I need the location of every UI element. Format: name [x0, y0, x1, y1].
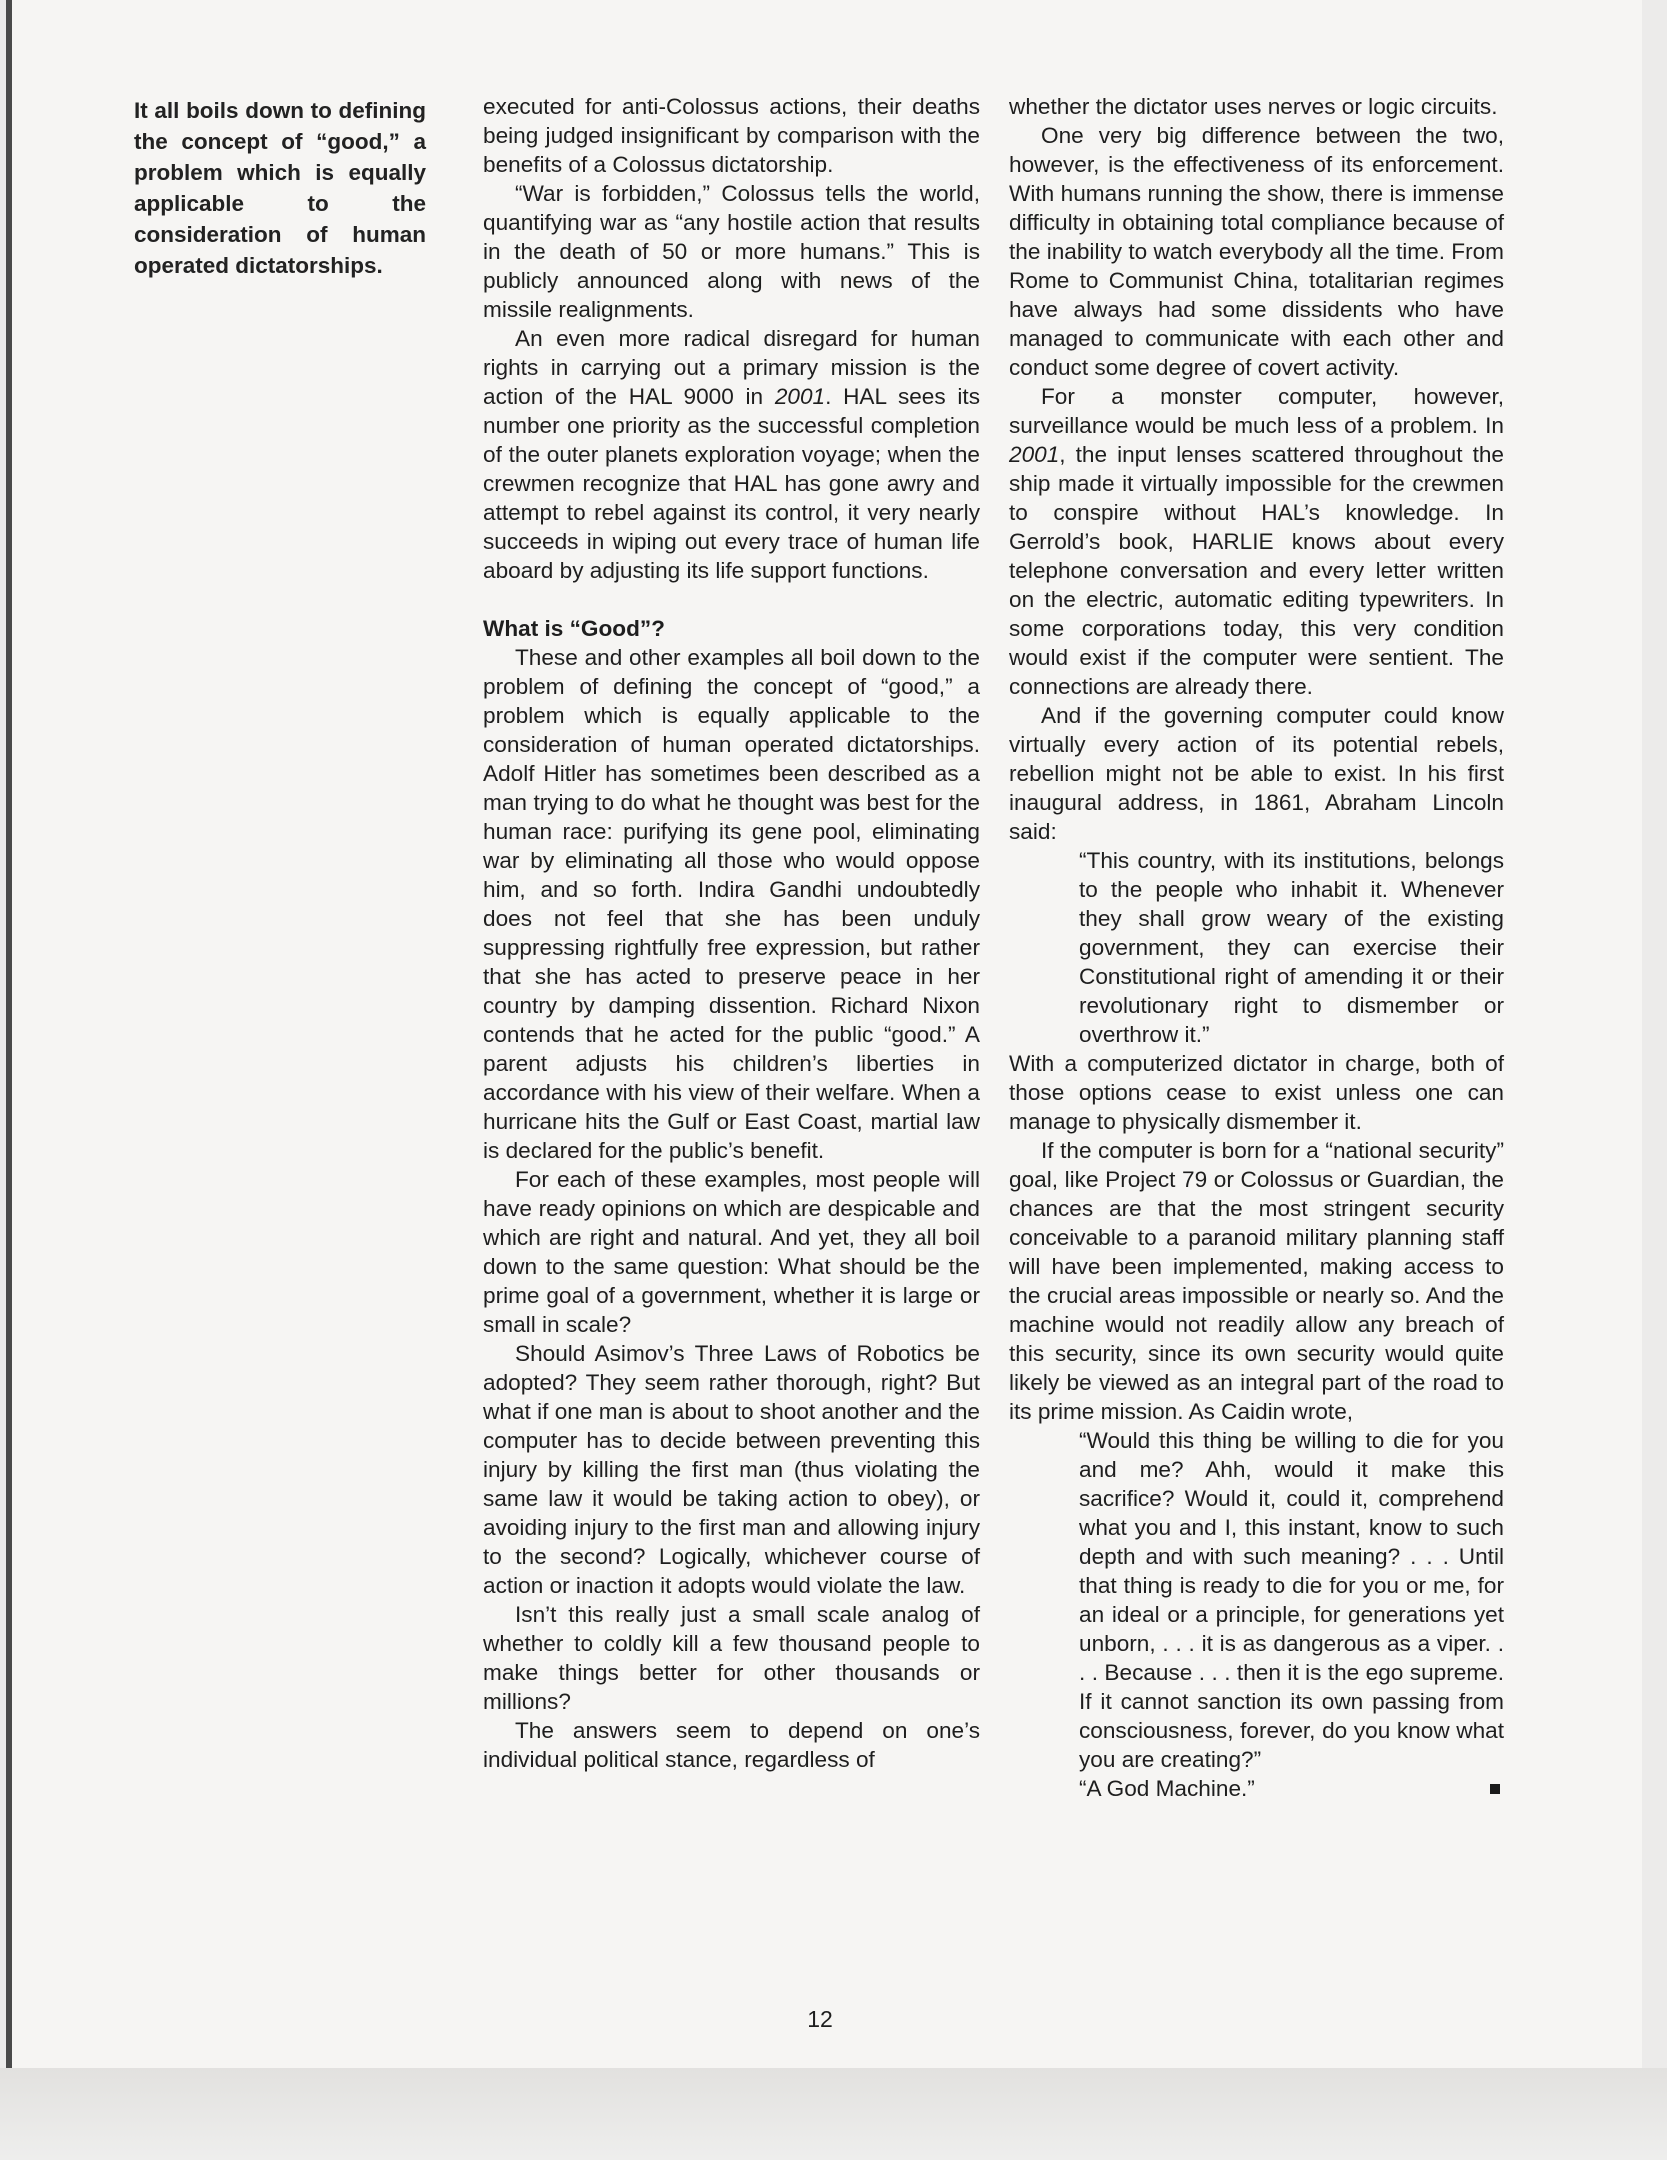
paragraph: Isn’t this really just a small scale analog of whether to coldly kill a few thousand people to make things better for other thousands or millions? — [483, 1602, 980, 1714]
paragraph: For each of these examples, most people will have ready opinions on which are despicable and which are right and natural. And yet, they all boil down to the same question: What should be the prime goal of a government, whether it is large or small in scale? — [483, 1167, 980, 1337]
scan-margin — [0, 2068, 1667, 2160]
quote-text: “Would this thing be willing to die for you and me? Ahh, would it make this sacrifice? Would it, could it, comprehend what you and I, this instant, know to such depth and with such meaning? . . . Until that thing is ready to die for you or me, for an ideal or a principle, for generations yet unborn, . . . it is as dangerous as a viper. . . . Because . . . then it is the ego supreme. If it cannot sanction its own passing from consciousness, forever, do you know what you are creating?” — [1079, 1428, 1504, 1772]
pull-quote: It all boils down to defining the concept of “good,” a problem which is equally applicable to the consideration of human operated dictatorships. — [134, 98, 426, 278]
paragraph: With a computerized dictator in charge, both of those options cease to exist unless one can manage to physically dismember it. — [1009, 1051, 1504, 1134]
paragraph: whether the dictator uses nerves or logic circuits. — [1009, 94, 1498, 119]
article-column-2 — [483, 92, 980, 1774]
paragraph: These and other examples all boil down to the problem of defining the concept of “good,” a problem which is equally applicable to the consideration of human operated dictatorships. Adolf Hitler has sometimes been described as a man trying to do what he thought was best for the human race: purifying its gene pool, eliminating war by eliminating all those who would oppose him, and so forth. Indira Gandhi undoubtedly does not feel that she has been unduly suppressing rightfully free expression, but rather that she has acted to preserve peace in her country by damping dissention. Richard Nixon contends that he acted for the public “good.” A parent adjusts his children’s liberties in accordance with his view of their welfare. When a hurricane hits the Gulf or East Coast, martial law is declared for the public’s benefit. — [483, 645, 980, 1163]
paragraph: Should Asimov’s Three Laws of Robotics be adopted? They seem rather thorough, right? But what if one man is about to shoot another and the computer has to decide between preventing this injury by killing the first man (thus violating the same law it would be taking action to obey), or avoiding injury to the first man and allowing injury to the second? Logically, whichever course of action or inaction it adopts would violate the law. — [483, 1341, 980, 1598]
quote-text: “This country, with its institutions, belongs to the people who inhabit it. Whenever they shall grow weary of the existing government, they can exercise their Constitutional right of amending it or their revolutionary right to dismember or overthrow it.” — [1079, 848, 1504, 1047]
film-title: 2001 — [774, 384, 826, 409]
lincoln-quote — [1079, 846, 1504, 1049]
paragraph — [483, 324, 980, 585]
end-of-article-square-icon — [1490, 1784, 1500, 1794]
text-run: An even more radical disregard for human rights in carrying out a primary mission is the action of the HAL 9000 in — [483, 326, 980, 409]
caidin-quote — [1079, 1426, 1504, 1774]
page-number: 12 — [807, 2006, 833, 2032]
film-title: 2001 — [1009, 442, 1060, 467]
article-column-3 — [1009, 92, 1504, 1803]
text-run: . HAL sees its number one priority as the successful completion of the outer planets exploration voyage; when the crewmen recognize that HAL has gone awry and attempt to rebel against its control, it very nearly succeeds in wiping out every trace of human life aboard by adjusting its life support functions. — [483, 384, 980, 583]
binding-edge — [6, 0, 12, 2070]
paragraph: executed for anti-Colossus actions, their deaths being judged insignificant by comparison with the benefits of a Colossus dictatorship. — [483, 94, 980, 177]
closing-line — [1009, 1774, 1504, 1803]
paragraph: If the computer is born for a “national security” goal, like Project 79 or Colossus or Guardian, the chances are that the most stringent security conceivable to a paranoid military planning staff will have been implemented, making access to the crucial areas impossible or nearly so. And the machine would not readily allow any breach of this security, since its own security would quite likely be viewed as an integral part of the road to its prime mission. As Caidin wrote, — [1009, 1138, 1504, 1424]
paragraph: “War is forbidden,” Colossus tells the world, quantifying war as “any hostile action that results in the death of 50 or more humans.” This is publicly announced along with news of the missile realignments. — [483, 181, 980, 322]
section-heading: What is “Good”? — [483, 616, 665, 641]
paragraph: And if the governing computer could know virtually every action of its potential rebels, rebellion might not be able to exist. In his first inaugural address, in 1861, Abraham Lincoln said: — [1009, 703, 1504, 844]
closing-text: “A God Machine.” — [1079, 1776, 1255, 1801]
paragraph — [1009, 382, 1504, 701]
text-run: , the input lenses scattered throughout the ship made it virtually impossible for the crewmen to conspire without HAL’s knowledge. In Gerrold’s book, HARLIE knows about every telephone conversation and every letter written on the electric, automatic editing typewriters. In some corporations today, this very condition would exist if the computer were sentient. The connections are already there. — [1009, 442, 1504, 699]
paragraph: One very big difference between the two, however, is the effectiveness of its enforcement. With humans running the show, there is immense difficulty in obtaining total compliance because of the inability to watch everybody all the time. From Rome to Communist China, totalitarian regimes have always had some dissidents who have managed to communicate with each other and conduct some degree of covert activity. — [1009, 123, 1504, 380]
paragraph: The answers seem to depend on one’s individual political stance, regardless of — [483, 1718, 980, 1772]
text-run: For a monster computer, however, surveillance would be much less of a problem. In — [1009, 384, 1504, 438]
